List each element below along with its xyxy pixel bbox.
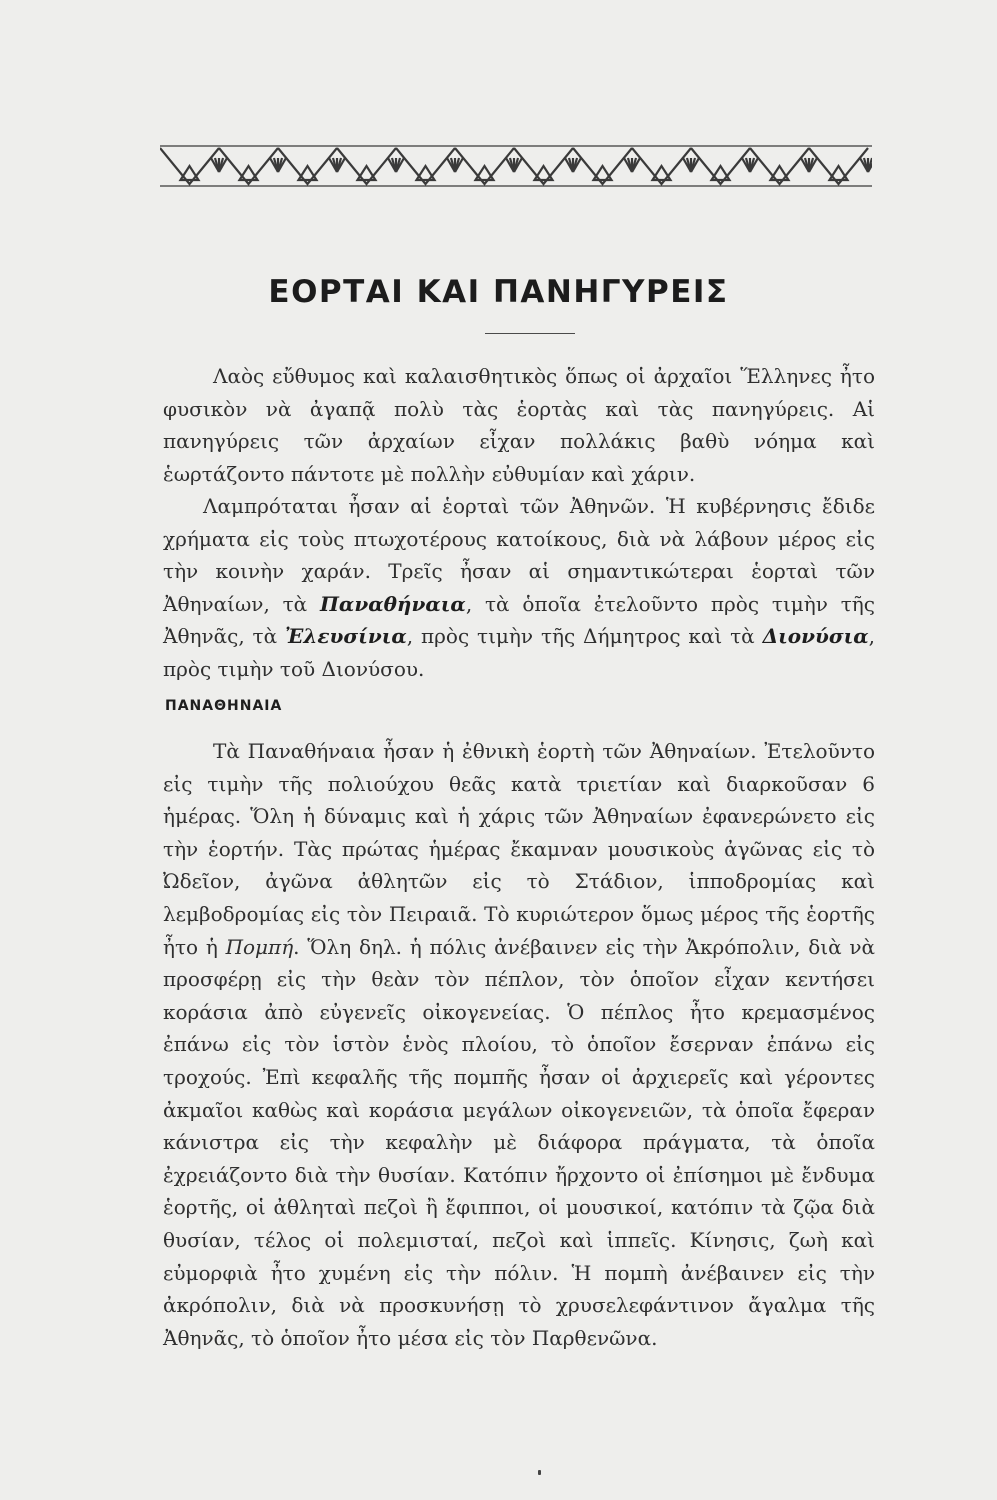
- paragraph-text: Λαμπρόταται ἦσαν αἱ ἑορταὶ τῶν Ἀθηνῶν. Ἡ κυβέρνησις ἔδιδε χρήματα εἰς τοὺς πτωχοτέρους κατοίκους, διὰ νὰ λάβουν μέρος εἰς τὴν κοινὴν χαράν. Τρεῖς ἦσαν αἱ σημαντικώτεραι ἑορταὶ τῶν Ἀθηναίων, τὰ: [163, 494, 875, 616]
- ink-speck: [538, 1470, 541, 1475]
- meander-ornament: [160, 142, 872, 190]
- festival-name-dionysia: Διονύσια: [762, 624, 869, 649]
- panathenaia-paragraph: [163, 735, 875, 1354]
- title-divider: [485, 333, 575, 334]
- paragraph-text: , πρὸς τιμὴν τοῦ Διονύσου.: [163, 624, 876, 681]
- emphasized-term: Πομπή: [225, 934, 294, 959]
- intro-paragraph: Λαὸς εὔθυμος καὶ καλαισθητικὸς ὅπως οἱ ἀρχαῖοι Ἕλληνες ἦτο φυσικὸν νὰ ἀγαπᾷ πολὺ τὰς ἑορτὰς καὶ τὰς πανηγύρεις. Αἱ πανηγύρεις τῶν ἀρχαίων εἶχαν πολλάκις βαθὺ νόημα καὶ ἑωρτάζοντο πάντοτε μὲ πολλὴν εὐθυμίαν καὶ χάριν.: [163, 364, 875, 486]
- page-title: ΕΟΡΤΑΙ ΚΑΙ ΠΑΝΗΓΥΡΕΙΣ: [268, 274, 729, 310]
- paragraph-text: , τὰ ὁποῖα ἐτελοῦντο πρὸς τιμὴν τῆς Ἀθηνᾶς, τὰ: [163, 591, 875, 649]
- festival-name-panathenaia: Παναθήναια: [320, 591, 466, 616]
- section-heading: ΠΑΝΑΘΗΝΑΙΑ: [165, 698, 283, 714]
- athens-festivals-paragraph: [163, 490, 875, 686]
- paragraph-text: , πρὸς τιμὴν τῆς Δήμητρος καὶ τὰ: [406, 624, 755, 649]
- paragraph-text: . Ὅλη δηλ. ἡ πόλις ἀνέβαινεν εἰς τὴν Ἀκρόπολιν, διὰ νὰ προσφέρῃ εἰς τὴν θεὰν τὸν πέπλον, τὸν ὁποῖον εἶχαν κεντήσει κοράσια ἀπὸ εὐγενεῖς οἰκογενείας. Ὁ πέπλος ἦτο κρεμασμένος ἐπάνω εἰς τὸν ἱστὸν ἑνὸς πλοίου, τὸ ὁποῖον ἔσερναν ἐπάνω εἰς τροχούς. Ἐπὶ κεφαλῆς τῆς πομπῆς ἦσαν οἱ ἀρχιερεῖς καὶ γέροντες ἀκμαῖοι καθὼς καὶ κοράσια μεγάλων οἰκογενειῶν, τὰ ὁποῖα ἔφεραν κάνιστρα εἰς τὴν κεφαλὴν μὲ διάφορα πράγματα, τὰ ὁποῖα ἐχρειάζοντο διὰ τὴν θυσίαν. Κατόπιν ἤρχοντο οἱ ἐπίσημοι μὲ ἔνδυμα ἑορτῆς, οἱ ἀθληταὶ πεζοὶ ἢ ἔφιπποι, οἱ μουσικοί, κατόπιν τὰ ζῷα διὰ θυσίαν, τέλος οἱ πολεμισταί, πεζοὶ καὶ ἱππεῖς. Κίνησις, ζωὴ καὶ εὐμορφιὰ ἦτο χυμένη εἰς τὴν πόλιν. Ἡ πομπὴ ἀνέβαινεν εἰς τὴν ἀκρόπολιν, διὰ νὰ προσκυνήσῃ τὸ χρυσελεφάντινον ἄγαλμα τῆς Ἀθηνᾶς, τὸ ὁποῖον ἦτο μέσα εἰς τὸν Παρθενῶνα.: [163, 934, 876, 1350]
- festival-name-eleusinia: Ἐλευσίνια: [285, 624, 407, 649]
- paragraph-text: Τὰ Παναθήναια ἦσαν ἡ ἐθνικὴ ἑορτὴ τῶν Ἀθηναίων. Ἐτελοῦντο εἰς τιμὴν τῆς πολιούχου θεᾶς κατὰ τριετίαν καὶ διαρκοῦσαν 6 ἡμέρας. Ὅλη ἡ δύναμις καὶ ἡ χάρις τῶν Ἀθηναίων ἐφανερώνετο εἰς τὴν ἑορτήν. Τὰς πρώτας ἡμέρας ἔκαμναν μουσικοὺς ἀγῶνας εἰς τὸ Ὠδεῖον, ἀγῶνα ἀθλητῶν εἰς τὸ Στάδιον, ἱπποδρομίας καὶ λεμβοδρομίας εἰς τὸν Πειραιᾶ. Τὸ κυριώτερον ὅμως μέρος τῆς ἑορτῆς ἦτο ἡ: [163, 739, 875, 959]
